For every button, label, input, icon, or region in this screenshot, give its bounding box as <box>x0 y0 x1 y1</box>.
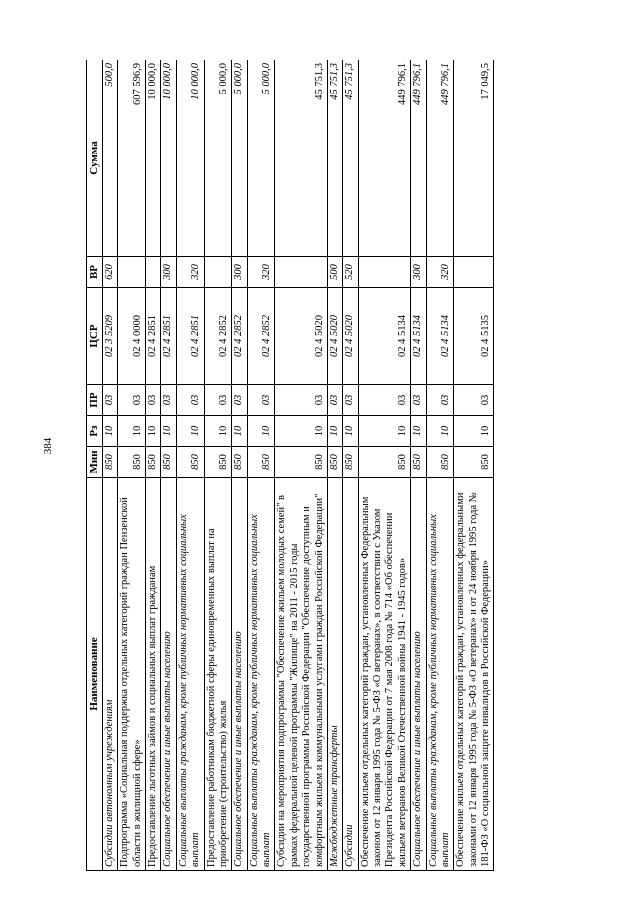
rotated-table-area <box>86 60 556 871</box>
cell-vr: 320 <box>176 257 204 288</box>
table-header-row <box>87 60 103 871</box>
cell-pr: 03 <box>118 385 146 416</box>
cell-vr: 300 <box>232 257 247 288</box>
cell-sum: 449 796,1 <box>358 60 411 257</box>
cell-rz: 10 <box>204 416 232 447</box>
cell-name: Обеспечение жильем отдельных категорий граждан, установленных федеральными законами от 12 января 1995 года № 5-ФЗ «О ветеранах» и от 24 ноября 1995 года № 181-ФЗ «О социальной защите инвалидов в Российской Федерации» <box>454 478 494 871</box>
cell-pr: 03 <box>247 385 275 416</box>
cell-name: Межбюджетные трансферты <box>327 478 342 871</box>
cell-vr: 320 <box>426 257 454 288</box>
cell-name: Подпрограмма «Социальная поддержка отдельных категорий граждан Пензенской области в жилищной сфере» <box>118 478 146 871</box>
cell-rz: 10 <box>343 416 358 447</box>
cell-min: 850 <box>454 447 494 478</box>
cell-vr <box>275 257 328 288</box>
cell-min: 850 <box>327 447 342 478</box>
cell-sum: 10 000,0 <box>176 60 204 257</box>
header-min: Мин <box>87 447 103 478</box>
table-row <box>146 60 161 871</box>
cell-name: Социальное обеспечение и иные выплаты населению <box>411 478 426 871</box>
cell-vr <box>454 257 494 288</box>
cell-vr: 520 <box>343 257 358 288</box>
cell-csr: 02 4 5134 <box>411 288 426 385</box>
cell-min: 850 <box>426 447 454 478</box>
cell-rz: 10 <box>454 416 494 447</box>
cell-pr: 03 <box>275 385 328 416</box>
cell-name: Обеспечение жильем отдельных категорий граждан, установленных Федеральным законом от 12 января 1995 года № 5-ФЗ «О ветеранах», в соответствии с Указом Президента Российской Федерации от 7 мая 2008 года № 714 «Об обеспечении жильем ветеранов Великой Отечественной войны 1941 - 1945 годов» <box>358 478 411 871</box>
cell-csr: 02 4 0000 <box>118 288 146 385</box>
cell-sum: 45 751,3 <box>275 60 328 257</box>
table-row <box>176 60 204 871</box>
cell-name: Субсидии автономным учреждениям <box>102 478 117 871</box>
cell-min: 850 <box>118 447 146 478</box>
cell-min: 850 <box>343 447 358 478</box>
page-number: 384 <box>42 437 54 455</box>
table-row <box>426 60 454 871</box>
cell-min: 850 <box>411 447 426 478</box>
cell-min: 850 <box>102 447 117 478</box>
cell-rz: 10 <box>161 416 176 447</box>
cell-sum: 5 000,0 <box>232 60 247 257</box>
cell-pr: 03 <box>146 385 161 416</box>
cell-pr: 03 <box>426 385 454 416</box>
cell-name: Субсидии на мероприятия подпрограммы "Обеспечение жильем молодых семей" в рамках федеральной целевой программы "Жилище" на 2011 - 2015 годы государственной программы Российской Федерации "Обеспечение доступным и комфортным жильем и коммунальными услугами граждан Российской Федерации" <box>275 478 328 871</box>
cell-rz: 10 <box>146 416 161 447</box>
cell-csr: 02 4 5020 <box>275 288 328 385</box>
cell-name: Предоставление льготных займов и социальных выплат гражданам <box>146 478 161 871</box>
header-rz: Рз <box>87 416 103 447</box>
table-row <box>118 60 146 871</box>
cell-sum: 607 596,9 <box>118 60 146 257</box>
table-row <box>161 60 176 871</box>
rotated-content <box>86 60 556 871</box>
cell-csr: 02 4 5020 <box>343 288 358 385</box>
cell-csr: 02 4 2852 <box>204 288 232 385</box>
cell-sum: 5 000,0 <box>204 60 232 257</box>
cell-csr: 02 4 5134 <box>358 288 411 385</box>
cell-min: 850 <box>176 447 204 478</box>
cell-name: Социальные выплаты гражданам, кроме публичных нормативных социальных выплат <box>426 478 454 871</box>
cell-min: 850 <box>247 447 275 478</box>
cell-name: Социальные выплаты гражданам, кроме публичных нормативных социальных выплат <box>176 478 204 871</box>
cell-rz: 10 <box>426 416 454 447</box>
cell-csr: 02 4 5135 <box>454 288 494 385</box>
table-row <box>232 60 247 871</box>
cell-sum: 449 796,1 <box>426 60 454 257</box>
cell-vr: 500 <box>327 257 342 288</box>
cell-pr: 03 <box>204 385 232 416</box>
cell-vr <box>118 257 146 288</box>
table-row <box>358 60 411 871</box>
cell-vr: 620 <box>102 257 117 288</box>
cell-pr: 03 <box>232 385 247 416</box>
cell-rz: 10 <box>247 416 275 447</box>
cell-pr: 03 <box>176 385 204 416</box>
table-row <box>102 60 117 871</box>
cell-sum: 10 000,0 <box>146 60 161 257</box>
table-body <box>102 60 494 871</box>
header-pr: ПР <box>87 385 103 416</box>
budget-table <box>86 60 494 871</box>
cell-sum: 500,0 <box>102 60 117 257</box>
cell-pr: 03 <box>161 385 176 416</box>
cell-vr: 300 <box>411 257 426 288</box>
cell-pr: 03 <box>343 385 358 416</box>
cell-vr: 300 <box>161 257 176 288</box>
cell-rz: 10 <box>327 416 342 447</box>
cell-pr: 03 <box>454 385 494 416</box>
cell-csr: 02 4 2851 <box>161 288 176 385</box>
table-row <box>343 60 358 871</box>
cell-name: Предоставление работникам бюджетной сферы единовременных выплат на приобретение (строительство) жилья <box>204 478 232 871</box>
cell-pr: 03 <box>411 385 426 416</box>
header-vr: ВР <box>87 257 103 288</box>
cell-pr: 03 <box>102 385 117 416</box>
cell-rz: 10 <box>411 416 426 447</box>
cell-vr <box>204 257 232 288</box>
cell-min: 850 <box>232 447 247 478</box>
cell-min: 850 <box>204 447 232 478</box>
cell-pr: 03 <box>327 385 342 416</box>
cell-rz: 10 <box>118 416 146 447</box>
header-csr: ЦСР <box>87 288 103 385</box>
table-row <box>454 60 494 871</box>
cell-sum: 45 751,3 <box>327 60 342 257</box>
cell-sum: 10 000,0 <box>161 60 176 257</box>
cell-name: Социальное обеспечение и иные выплаты населению <box>161 478 176 871</box>
cell-name: Социальное обеспечение и иные выплаты населению <box>232 478 247 871</box>
header-name: Наименование <box>87 478 103 871</box>
table-row <box>247 60 275 871</box>
cell-rz: 10 <box>176 416 204 447</box>
cell-vr: 320 <box>247 257 275 288</box>
cell-name: Социальные выплаты гражданам, кроме публичных нормативных социальных выплат <box>247 478 275 871</box>
cell-csr: 02 4 5134 <box>426 288 454 385</box>
cell-rz: 10 <box>358 416 411 447</box>
cell-name: Субсидии <box>343 478 358 871</box>
cell-vr <box>358 257 411 288</box>
cell-min: 850 <box>146 447 161 478</box>
cell-pr: 03 <box>358 385 411 416</box>
cell-csr: 02 4 2851 <box>176 288 204 385</box>
cell-sum: 5 000,0 <box>247 60 275 257</box>
cell-min: 850 <box>275 447 328 478</box>
cell-vr <box>146 257 161 288</box>
cell-csr: 02 4 5020 <box>327 288 342 385</box>
cell-rz: 10 <box>232 416 247 447</box>
cell-rz: 10 <box>275 416 328 447</box>
table-row <box>275 60 328 871</box>
cell-csr: 02 4 2851 <box>146 288 161 385</box>
cell-min: 850 <box>358 447 411 478</box>
cell-csr: 02 4 2852 <box>232 288 247 385</box>
cell-sum: 17 049,5 <box>454 60 494 257</box>
cell-csr: 02 4 2852 <box>247 288 275 385</box>
table-row <box>204 60 232 871</box>
cell-min: 850 <box>161 447 176 478</box>
table-row <box>411 60 426 871</box>
cell-csr: 02 3 5209 <box>102 288 117 385</box>
cell-sum: 45 751,3 <box>343 60 358 257</box>
header-sum: Сумма <box>87 60 103 257</box>
table-row <box>327 60 342 871</box>
cell-rz: 10 <box>102 416 117 447</box>
cell-sum: 449 796,1 <box>411 60 426 257</box>
